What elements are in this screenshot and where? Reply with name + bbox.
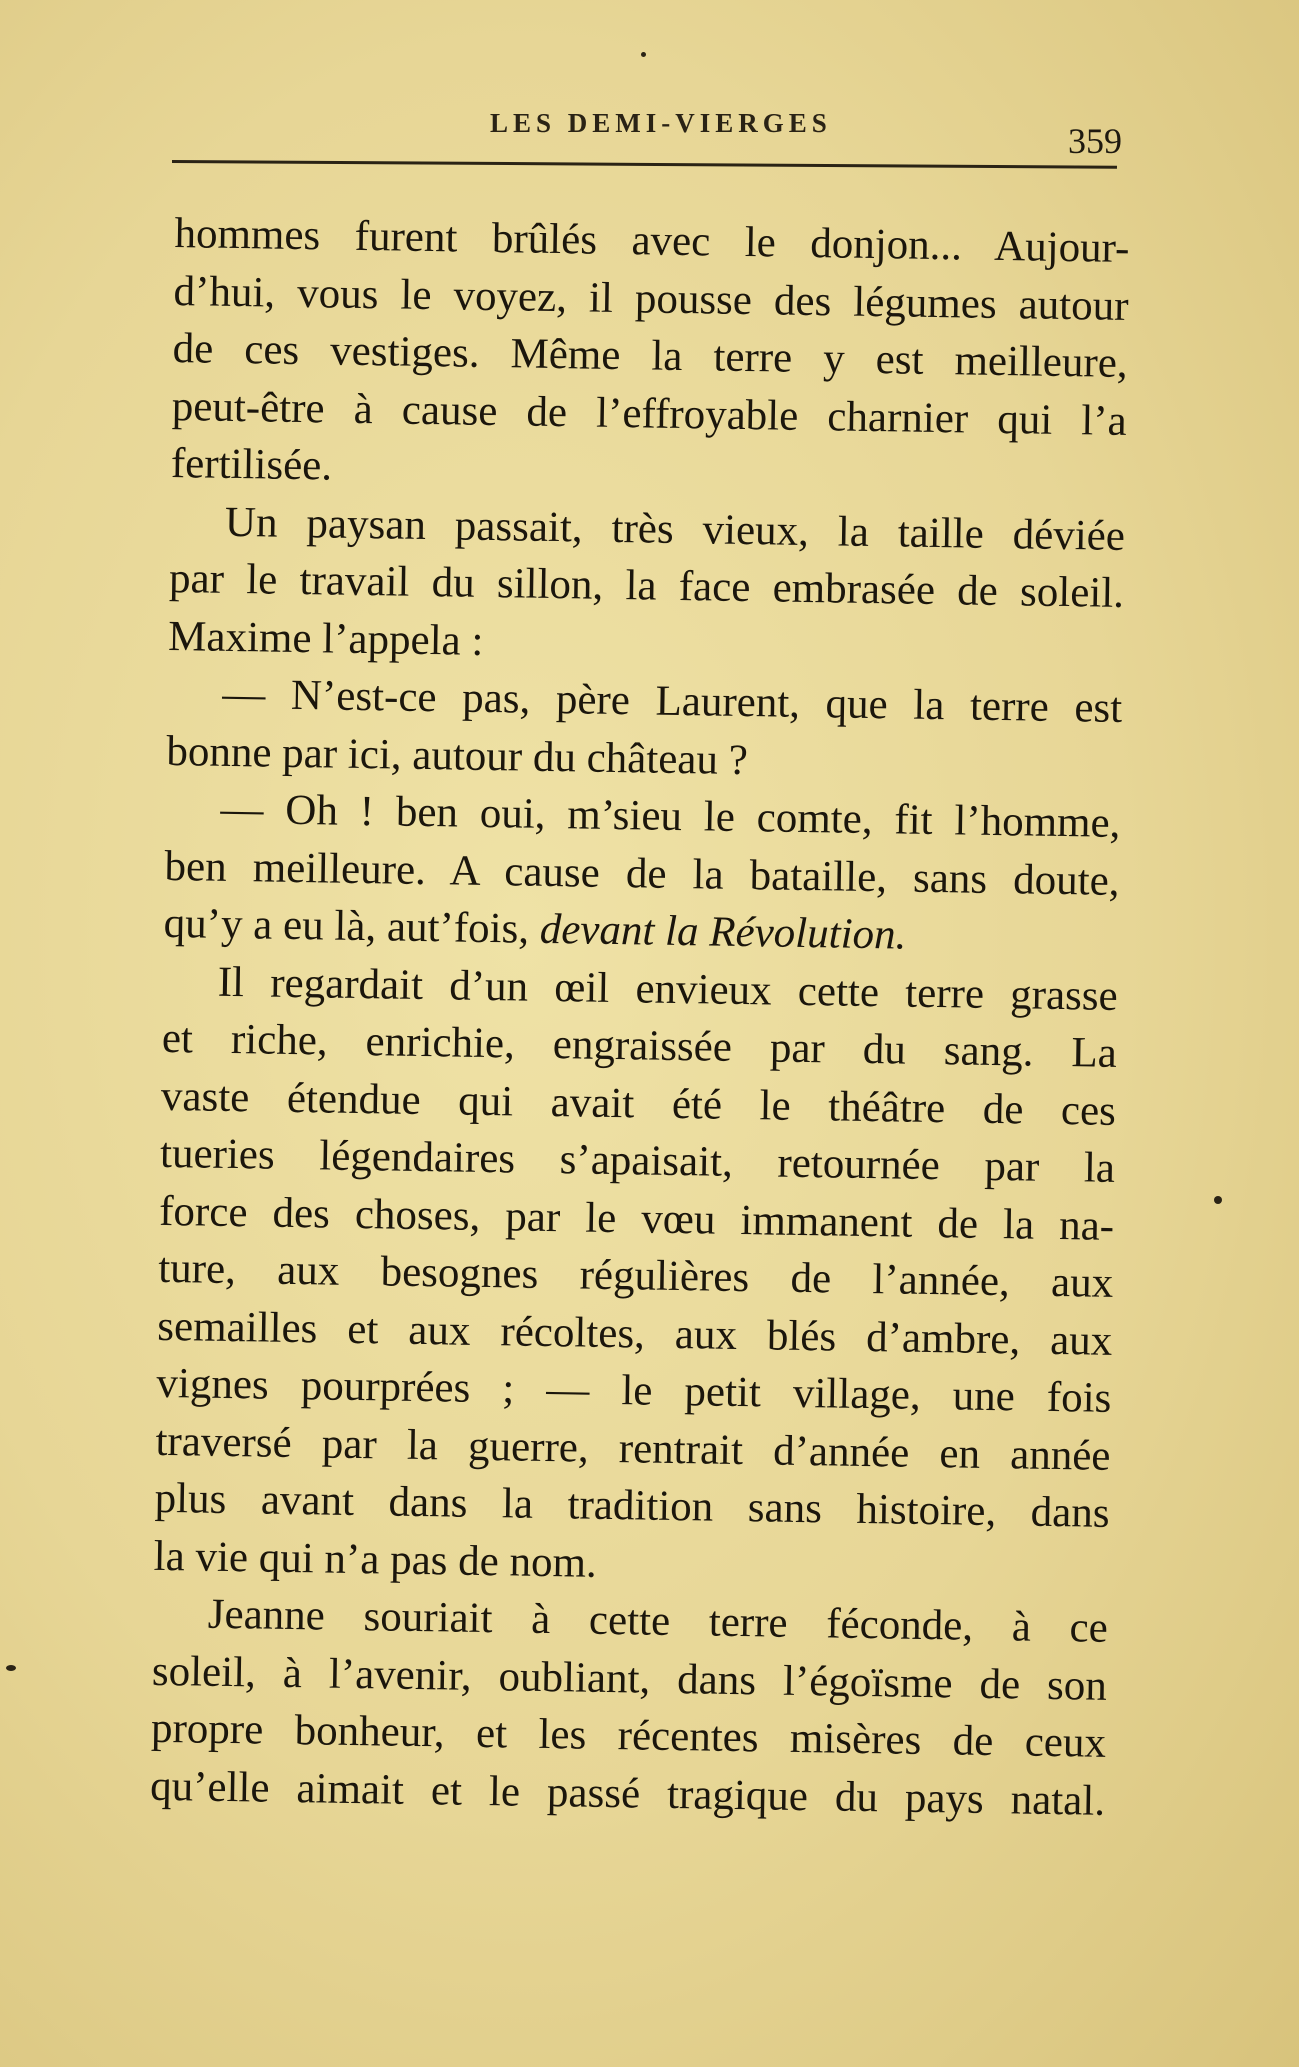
text-line: d’hui, vous le voyez, il pousse des légumes autour	[173, 267, 1129, 330]
text-line: Jeanne souriait à cette terre féconde, à ce	[207, 1590, 1109, 1652]
text-line: Un paysan passait, très vieux, la taille déviée	[224, 498, 1126, 560]
ink-speck	[6, 1665, 16, 1671]
text-line: de ces vestiges. Même la terre y est meilleure,	[172, 324, 1128, 387]
italic-phrase: devant la Révolution.	[539, 905, 907, 959]
text-line: tueries légendaires s’apaisait, retournée par la	[159, 1129, 1116, 1192]
text-line: par le travail du sillon, la face embrasée de soleil.	[168, 554, 1125, 617]
ink-speck	[1214, 1196, 1222, 1204]
page-number: 359	[1068, 121, 1122, 161]
header-rule	[172, 160, 1117, 169]
text-line: vaste étendue qui avait été le théâtre de ces	[160, 1072, 1117, 1135]
text-line: propre bonheur, et les récentes misères de ceux	[150, 1704, 1107, 1767]
text-line: soleil, à l’avenir, oubliant, dans l’égoïsme de son	[151, 1647, 1108, 1710]
text-line: qu’elle aimait et le passé tragique du pays natal.	[149, 1762, 1106, 1825]
text-line: Maxime l’appela :	[167, 612, 484, 665]
text-line: — Oh ! ben oui, m’sieu le comte, fit l’homme,	[220, 785, 1121, 847]
text-line: ben meilleure. A cause de la bataille, sans doute,	[164, 842, 1120, 905]
text-line: bonne par ici, autour du château ?	[166, 727, 749, 784]
running-head	[172, 100, 1122, 160]
text-line: la vie qui n’a pas de nom.	[153, 1532, 598, 1587]
text-line: Il regardait d’un œil envieux cette terre grasse	[217, 958, 1119, 1020]
text-line: hommes furent brûlés avec le donjon... Aujour-	[174, 209, 1130, 272]
running-title: LES DEMI-VIERGES	[490, 108, 832, 138]
text-line: ture, aux besognes régulières de l’année, aux	[157, 1244, 1114, 1307]
text-line: semailles et aux récoltes, aux blés d’ambre, aux	[157, 1302, 1113, 1365]
text-line: vignes pourprées ; — le petit village, une fois	[156, 1359, 1112, 1422]
text-line: traversé par la guerre, rentrait d’année en année	[155, 1417, 1111, 1480]
text-line: force des choses, par le vœu immanent de la na-	[158, 1187, 1115, 1250]
ink-speck	[641, 52, 646, 57]
body-text	[150, 205, 1130, 1830]
text-line-start: qu’y a eu là, aut’fois,	[163, 899, 530, 953]
text-line: peut-être à cause de l’effroyable charnier qui l’a	[171, 382, 1128, 445]
text-line: et riche, enrichie, engraissée par du sang. La	[161, 1014, 1118, 1077]
text-line: — N’est-ce pas, père Laurent, que la terre est	[221, 670, 1123, 732]
text-line: plus avant dans la tradition sans histoire, dans	[154, 1474, 1110, 1537]
text-line: fertilisée.	[170, 439, 333, 490]
